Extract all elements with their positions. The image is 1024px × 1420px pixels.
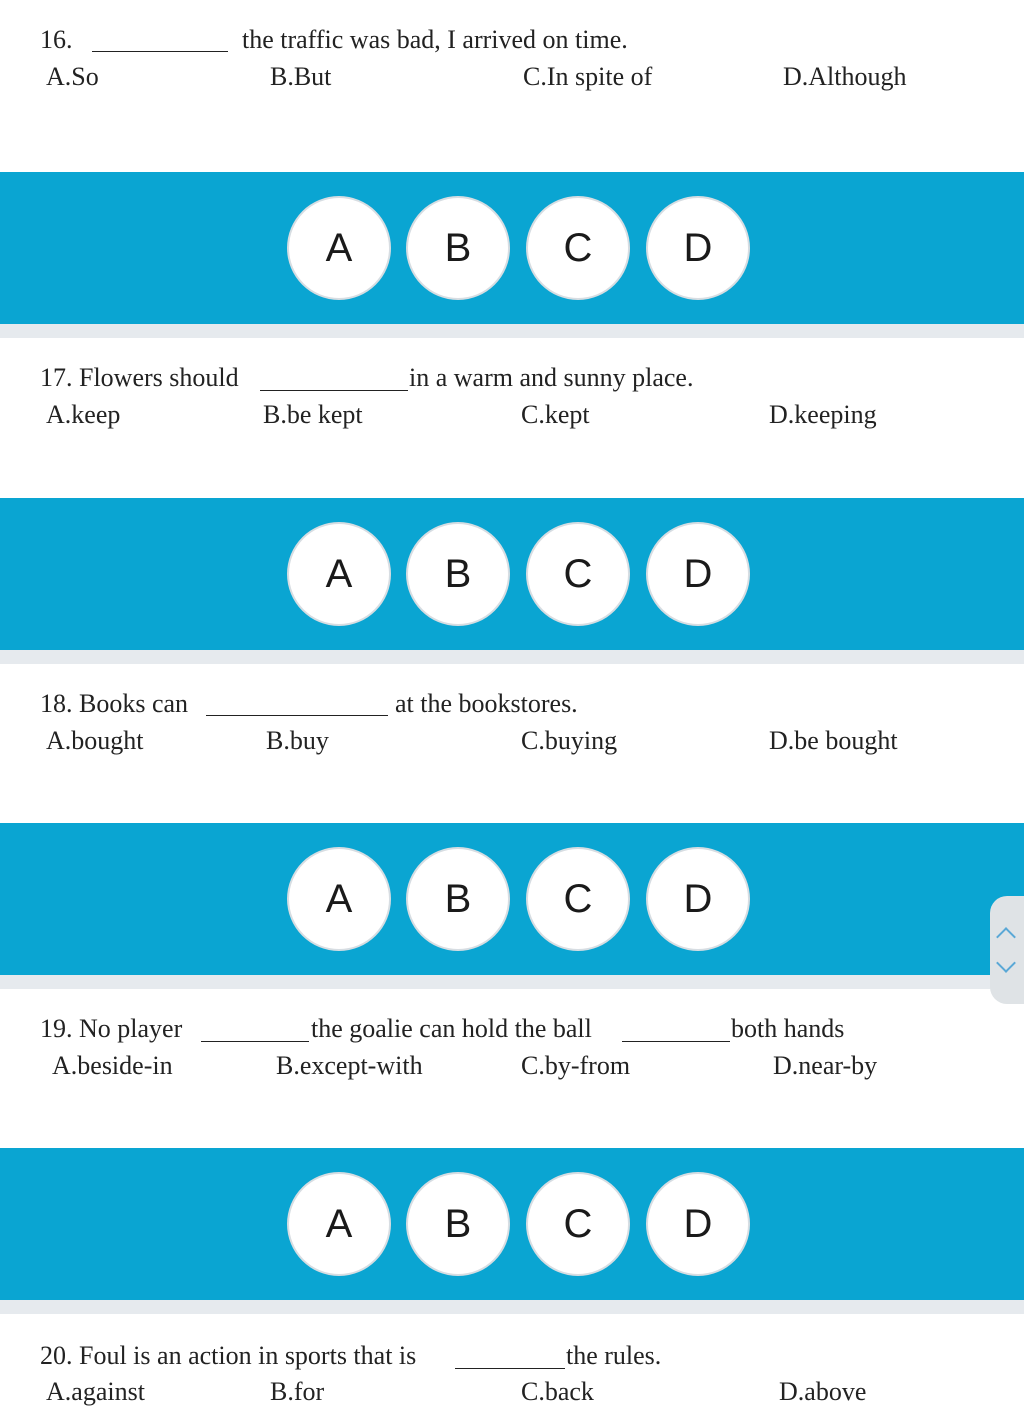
answer-blank	[206, 715, 388, 716]
question-stem-start: 17. Flowers should	[40, 363, 239, 392]
question-stem-end: in a warm and sunny place.	[409, 363, 694, 392]
separator	[0, 1300, 1024, 1314]
option-a: A.beside-in	[52, 1051, 173, 1080]
option-c: C.kept	[521, 400, 590, 429]
option-b: B.be kept	[263, 400, 363, 429]
answer-band-16	[0, 172, 1024, 324]
separator	[0, 650, 1024, 664]
question-17	[0, 338, 1024, 498]
answer-button-b[interactable]: B	[408, 524, 508, 624]
answer-button-b[interactable]: B	[408, 198, 508, 298]
question-stem-start: 18. Books can	[40, 689, 189, 718]
option-b: B.for	[270, 1377, 325, 1406]
answer-band-17	[0, 498, 1024, 650]
question-20	[0, 1314, 1024, 1420]
answer-blank	[201, 1041, 309, 1042]
option-d: D.keeping	[769, 400, 877, 429]
answer-button-a[interactable]: A	[289, 198, 389, 298]
question-stem-start: 19. No player	[40, 1014, 183, 1043]
chevron-down-icon[interactable]	[996, 953, 1016, 973]
answer-button-c[interactable]: C	[528, 849, 628, 949]
scroll-handle[interactable]	[990, 896, 1024, 1004]
question-18	[0, 664, 1024, 823]
answer-button-d[interactable]: D	[648, 1174, 748, 1274]
question-stem-end: both hands	[731, 1014, 845, 1043]
question-stem-start: 16.	[40, 25, 73, 54]
answer-button-a[interactable]: A	[289, 524, 389, 624]
question-stem-middle: the goalie can hold the ball	[311, 1014, 592, 1043]
answer-blank	[455, 1368, 565, 1369]
answer-button-d[interactable]: D	[648, 849, 748, 949]
answer-blank	[260, 390, 408, 391]
answer-blank	[92, 51, 228, 52]
option-a: A.So	[46, 62, 99, 91]
answer-button-d[interactable]: D	[648, 198, 748, 298]
separator	[0, 324, 1024, 338]
option-c: C.by-from	[521, 1051, 631, 1080]
answer-button-c[interactable]: C	[528, 524, 628, 624]
option-d: D.Although	[783, 62, 907, 91]
answer-button-d[interactable]: D	[648, 524, 748, 624]
question-16	[0, 0, 1024, 172]
answer-blank	[622, 1041, 730, 1042]
question-stem-start: 20. Foul is an action in sports that is	[40, 1341, 417, 1370]
question-stem-end: the traffic was bad, I arrived on time.	[242, 25, 628, 54]
option-c: C.back	[521, 1377, 594, 1406]
option-d: D.above	[779, 1377, 867, 1406]
option-a: A.bought	[46, 726, 144, 755]
answer-button-a[interactable]: A	[289, 849, 389, 949]
answer-button-b[interactable]: B	[408, 1174, 508, 1274]
question-19	[0, 989, 1024, 1148]
option-d: D.be bought	[769, 726, 898, 755]
answer-button-c[interactable]: C	[528, 1174, 628, 1274]
question-stem-end: at the bookstores.	[395, 689, 578, 718]
option-b: B.except-with	[276, 1051, 423, 1080]
option-b: B.But	[270, 62, 332, 91]
question-stem-end: the rules.	[566, 1341, 662, 1370]
answer-button-a[interactable]: A	[289, 1174, 389, 1274]
answer-button-c[interactable]: C	[528, 198, 628, 298]
option-c: C.buying	[521, 726, 618, 755]
option-a: A.keep	[46, 400, 121, 429]
chevron-up-icon[interactable]	[996, 927, 1016, 947]
separator	[0, 975, 1024, 989]
answer-band-19	[0, 1148, 1024, 1300]
option-a: A.against	[46, 1377, 145, 1406]
answer-button-b[interactable]: B	[408, 849, 508, 949]
option-d: D.near-by	[773, 1051, 878, 1080]
answer-band-18	[0, 823, 1024, 975]
option-c: C.In spite of	[523, 62, 653, 91]
option-b: B.buy	[266, 726, 329, 755]
